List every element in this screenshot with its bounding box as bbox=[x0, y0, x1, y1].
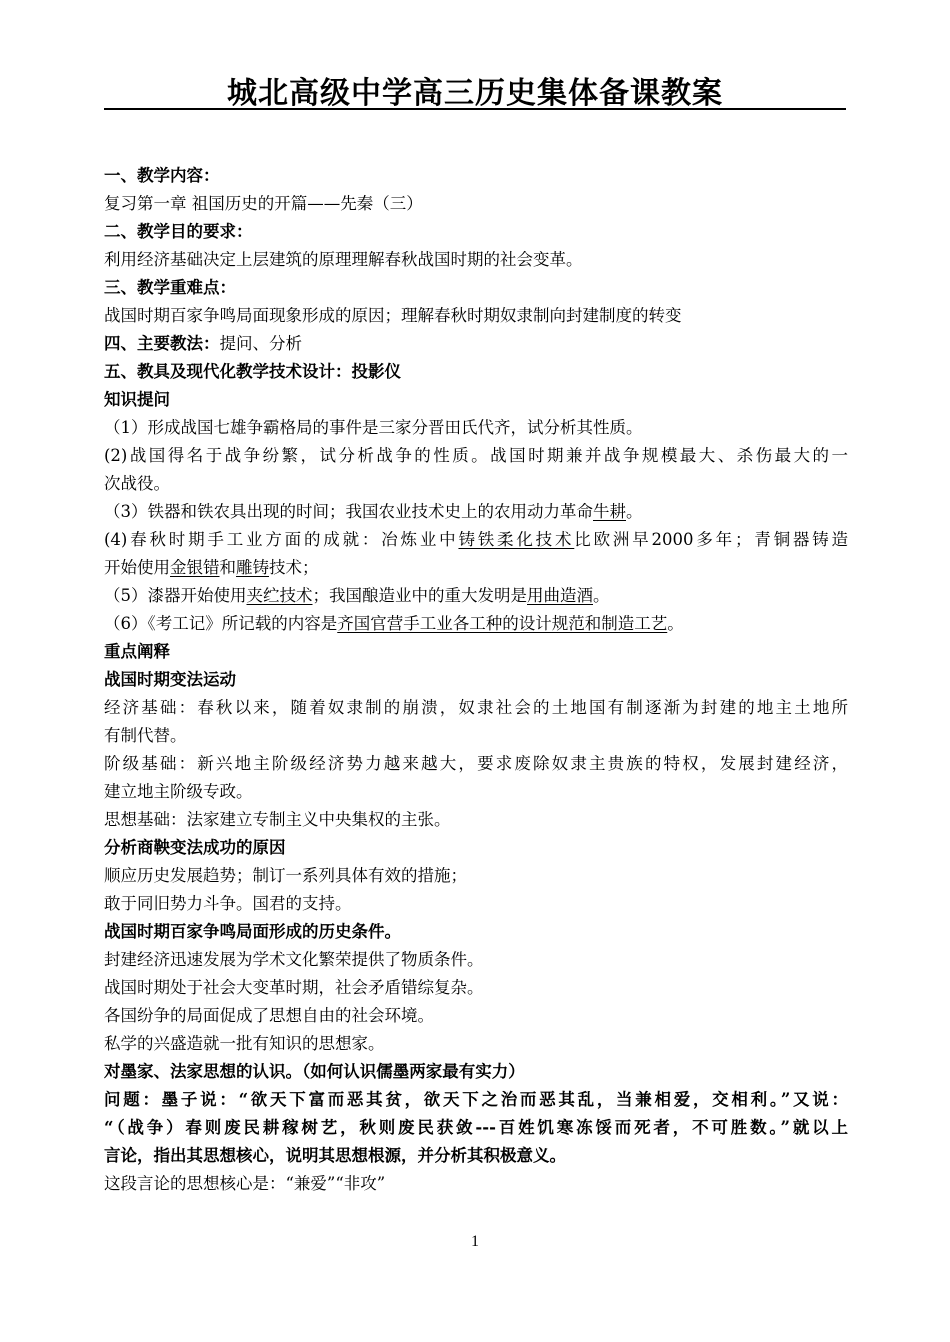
question-4-text-d: 和 bbox=[219, 558, 236, 577]
economic-basis-line-2: 有制代替。 bbox=[104, 726, 187, 745]
question-2-line-1: (2)战国得名于战争纷繁，试分析战争的性质。战国时期兼并战争规模最大、杀伤最大的一 bbox=[104, 446, 848, 465]
question-3-text: （3）铁器和铁农具出现的时间；我国农业技术史上的农用动力革命 bbox=[104, 502, 593, 521]
section-text-content: 复习第一章 祖国历史的开篇——先秦（三） bbox=[104, 194, 423, 213]
document-body bbox=[104, 162, 848, 1198]
reform-heading: 战国时期变法运动 bbox=[104, 670, 236, 689]
question-4-line-2 bbox=[104, 554, 848, 582]
question-3-end: 。 bbox=[626, 502, 643, 521]
question-4-text-e: 技术； bbox=[269, 558, 319, 577]
thought-basis: 思想基础：法家建立专制主义中央集权的主张。 bbox=[104, 810, 451, 829]
section-text-key-points: 战国时期百家争鸣局面现象形成的原因；理解春秋时期奴隶制向封建制度的转变 bbox=[104, 306, 682, 325]
focus-heading: 重点阐释 bbox=[104, 642, 170, 661]
question-6-text: （6）《考工记》所记载的内容是 bbox=[104, 614, 338, 633]
question-6-end: 。 bbox=[667, 614, 684, 633]
document-title: 城北高级中学高三历史集体备课教案 bbox=[227, 76, 723, 111]
title-underline bbox=[104, 108, 846, 110]
mozi-question-line-2: “（战争）春则废民耕稼树艺，秋则废民获敛---百姓饥寒冻馁而死者，不可胜数。”就以上 bbox=[104, 1118, 848, 1137]
question-5-text-b: ；我国酿造业中的重大发明是 bbox=[312, 586, 527, 605]
shang-yang-reason-2: 敢于同旧势力斗争。国君的支持。 bbox=[104, 894, 352, 913]
mozi-answer: 这段言论的思想核心是：“兼爱”“非攻” bbox=[104, 1174, 386, 1193]
question-6 bbox=[104, 610, 848, 638]
question-4-underlined-2: 金银错 bbox=[170, 558, 220, 577]
question-3-underlined: 牛耕 bbox=[593, 502, 626, 521]
mohism-legalism-heading: 对墨家、法家思想的认识。（如何认识儒墨两家最有实力） bbox=[104, 1062, 525, 1081]
mozi-question-line-1: 问题：墨子说：“欲天下富而恶其贫，欲天下之治而恶其乱，当兼相爱，交相利。”又说： bbox=[104, 1090, 848, 1109]
question-4-underlined-1: 铸铁柔化技术 bbox=[458, 530, 575, 549]
question-5-text-a: （5）漆器开始使用 bbox=[104, 586, 247, 605]
section-heading-content: 一、教学内容： bbox=[104, 166, 220, 185]
questions-heading: 知识提问 bbox=[104, 390, 170, 409]
question-4-text-c: 开始使用 bbox=[104, 558, 170, 577]
section-heading-key-points: 三、教学重难点： bbox=[104, 278, 236, 297]
shang-yang-heading: 分析商鞅变法成功的原因 bbox=[104, 838, 286, 857]
section-heading-tools: 五、教具及现代化教学技术设计：投影仪 bbox=[104, 362, 401, 381]
question-1: （1）形成战国七雄争霸格局的事件是三家分晋田氏代齐，试分析其性质。 bbox=[104, 418, 643, 437]
question-5 bbox=[104, 582, 848, 610]
section-text-aim: 利用经济基础决定上层建筑的原理理解春秋战国时期的社会变革。 bbox=[104, 250, 583, 269]
mozi-question-line-3: 言论，指出其思想核心，说明其思想根源，并分析其积极意义。 bbox=[104, 1146, 566, 1165]
class-basis-line-1: 阶级基础：新兴地主阶级经济势力越来越大，要求废除奴隶主贵族的特权，发展封建经济， bbox=[104, 754, 848, 773]
hundred-schools-condition-4: 私学的兴盛造就一批有知识的思想家。 bbox=[104, 1034, 385, 1053]
question-4-text-a: (4)春秋时期手工业方面的成就：冶炼业中 bbox=[104, 530, 459, 549]
question-6-underlined: 齐国官营手工业各工种的设计规范和制造工艺 bbox=[337, 614, 668, 633]
hundred-schools-condition-1: 封建经济迅速发展为学术文化繁荣提供了物质条件。 bbox=[104, 950, 484, 969]
question-5-underlined-2: 用曲造酒 bbox=[527, 586, 593, 605]
question-5-underlined-1: 夹纻技术 bbox=[246, 586, 313, 605]
question-4-underlined-3: 雕铸 bbox=[236, 558, 269, 577]
hundred-schools-condition-2: 战国时期处于社会大变革时期，社会矛盾错综复杂。 bbox=[104, 978, 484, 997]
section-heading-aim: 二、教学目的要求： bbox=[104, 222, 253, 241]
question-4-text-b: 比欧洲早2000多年；青铜器铸造 bbox=[574, 530, 848, 549]
section-method bbox=[104, 330, 848, 358]
section-text-method: 提问、分析 bbox=[219, 334, 302, 353]
hundred-schools-condition-3: 各国纷争的局面促成了思想自由的社会环境。 bbox=[104, 1006, 434, 1025]
question-2-line-2: 次战役。 bbox=[104, 474, 170, 493]
question-4-line-1 bbox=[104, 526, 848, 554]
question-3 bbox=[104, 498, 848, 526]
question-5-end: 。 bbox=[593, 586, 610, 605]
class-basis-line-2: 建立地主阶级专政。 bbox=[104, 782, 253, 801]
section-heading-method: 四、主要教法： bbox=[104, 334, 220, 353]
economic-basis-line-1: 经济基础：春秋以来，随着奴隶制的崩溃，奴隶社会的土地国有制逐渐为封建的地主土地所 bbox=[104, 698, 848, 717]
hundred-schools-heading: 战国时期百家争鸣局面形成的历史条件。 bbox=[104, 922, 401, 941]
page-number: 1 bbox=[471, 1233, 479, 1250]
shang-yang-reason-1: 顺应历史发展趋势；制订一系列具体有效的措施； bbox=[104, 866, 467, 885]
